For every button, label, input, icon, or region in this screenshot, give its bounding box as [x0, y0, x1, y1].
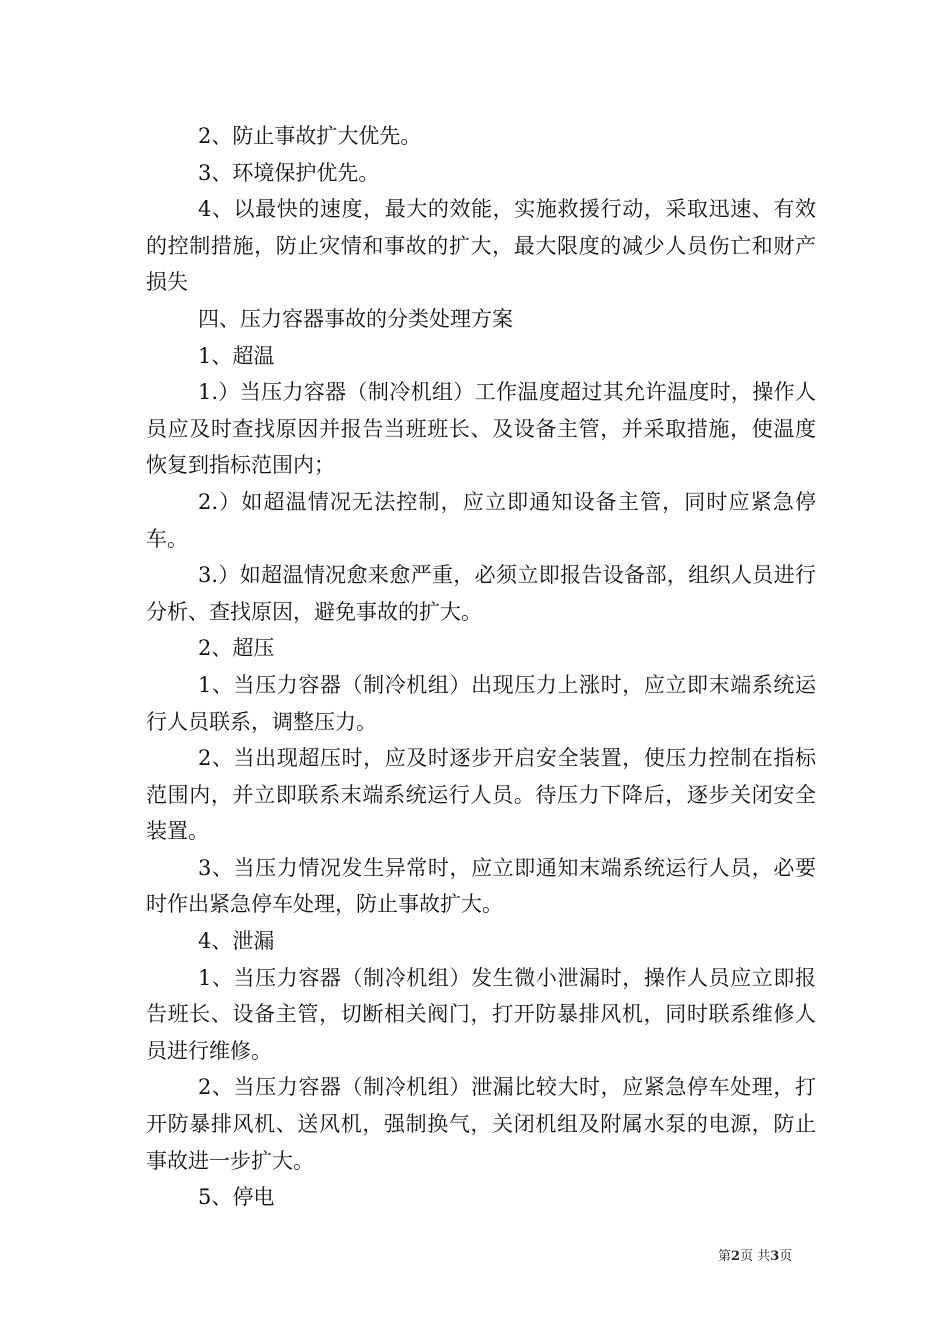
footer-current-page: 2	[731, 1249, 741, 1264]
footer-total-pages: 3	[770, 1249, 780, 1264]
paragraph: 2、当压力容器（制冷机组）泄漏比较大时，应紧急停车处理，打开防暴排风机、送风机，强制换气，关闭机组及附属水泵的电源，防止事故进一步扩大。	[146, 1075, 816, 1173]
paragraph: 3、环境保护优先。	[198, 160, 380, 185]
paragraph: 3.）如超温情况愈来愈严重，必须立即报告设备部，组织人员进行分析、查找原因，避免事故的扩大。	[146, 563, 816, 624]
section-heading: 四、压力容器事故的分类处理方案	[198, 306, 513, 331]
subsection-heading: 4、泄漏	[198, 929, 275, 954]
subsection-heading: 1、超温	[198, 343, 275, 368]
paragraph: 2、防止事故扩大优先。	[198, 124, 422, 148]
paragraph: 1、当压力容器（制冷机组）发生微小泄漏时，操作人员应立即报告班长、设备主管，切断相关阀门，打开防暴排风机，同时联系维修人员进行维修。	[146, 965, 816, 1063]
page-footer	[718, 1248, 792, 1266]
subsection-heading: 2、超压	[198, 636, 275, 661]
paragraph: 2、当出现超压时，应及时逐步开启安全装置，使压力控制在指标范围内，并立即联系末端系统运行人员。待压力下降后，逐步关闭安全装置。	[146, 746, 816, 844]
paragraph: 4、以最快的速度，最大的效能，实施救援行动，采取迅速、有效的控制措施，防止灾情和事故的扩大，最大限度的减少人员伤亡和财产损失	[146, 197, 816, 295]
paragraph: 3、当压力情况发生异常时，应立即通知末端系统运行人员，必要时作出紧急停车处理，防止事故扩大。	[146, 855, 816, 917]
paragraph: 1.）当压力容器（制冷机组）工作温度超过其允许温度时，操作人员应及时查找原因并报告当班班长、及设备主管，并采取措施，使温度恢复到指标范围内；	[146, 380, 816, 478]
document-body	[146, 118, 816, 1216]
paragraph: 2.）如超温情况无法控制，应立即通知设备主管，同时应紧急停车。	[146, 489, 816, 551]
subsection-heading: 5、停电	[198, 1185, 275, 1210]
footer-middle: 页 共	[740, 1249, 771, 1264]
footer-suffix: 页	[779, 1249, 793, 1264]
footer-prefix: 第	[718, 1249, 732, 1264]
paragraph: 1、当压力容器（制冷机组）出现压力上涨时，应立即末端系统运行人员联系，调整压力。	[146, 672, 816, 734]
